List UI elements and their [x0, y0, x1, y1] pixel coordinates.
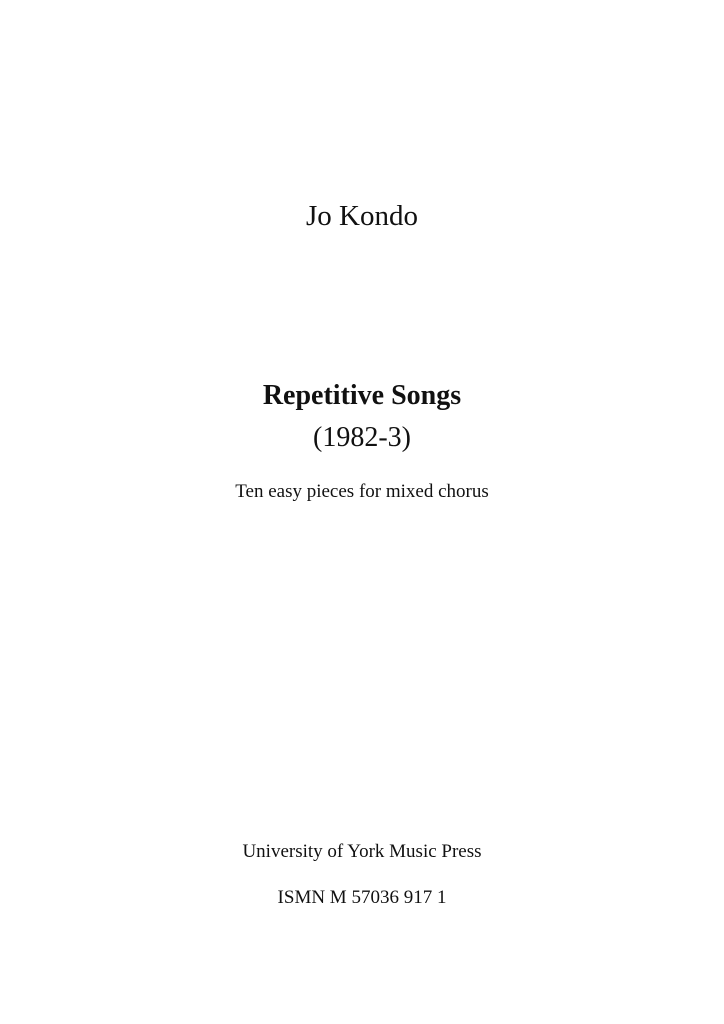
composer-name: Jo Kondo	[306, 200, 418, 232]
composition-years: (1982-3)	[313, 422, 411, 453]
work-subtitle: Ten easy pieces for mixed chorus	[235, 481, 489, 502]
ismn-number: ISMN M 57036 917 1	[277, 887, 447, 908]
work-title: Repetitive Songs	[262, 380, 462, 411]
publisher-name: University of York Music Press	[242, 841, 482, 862]
